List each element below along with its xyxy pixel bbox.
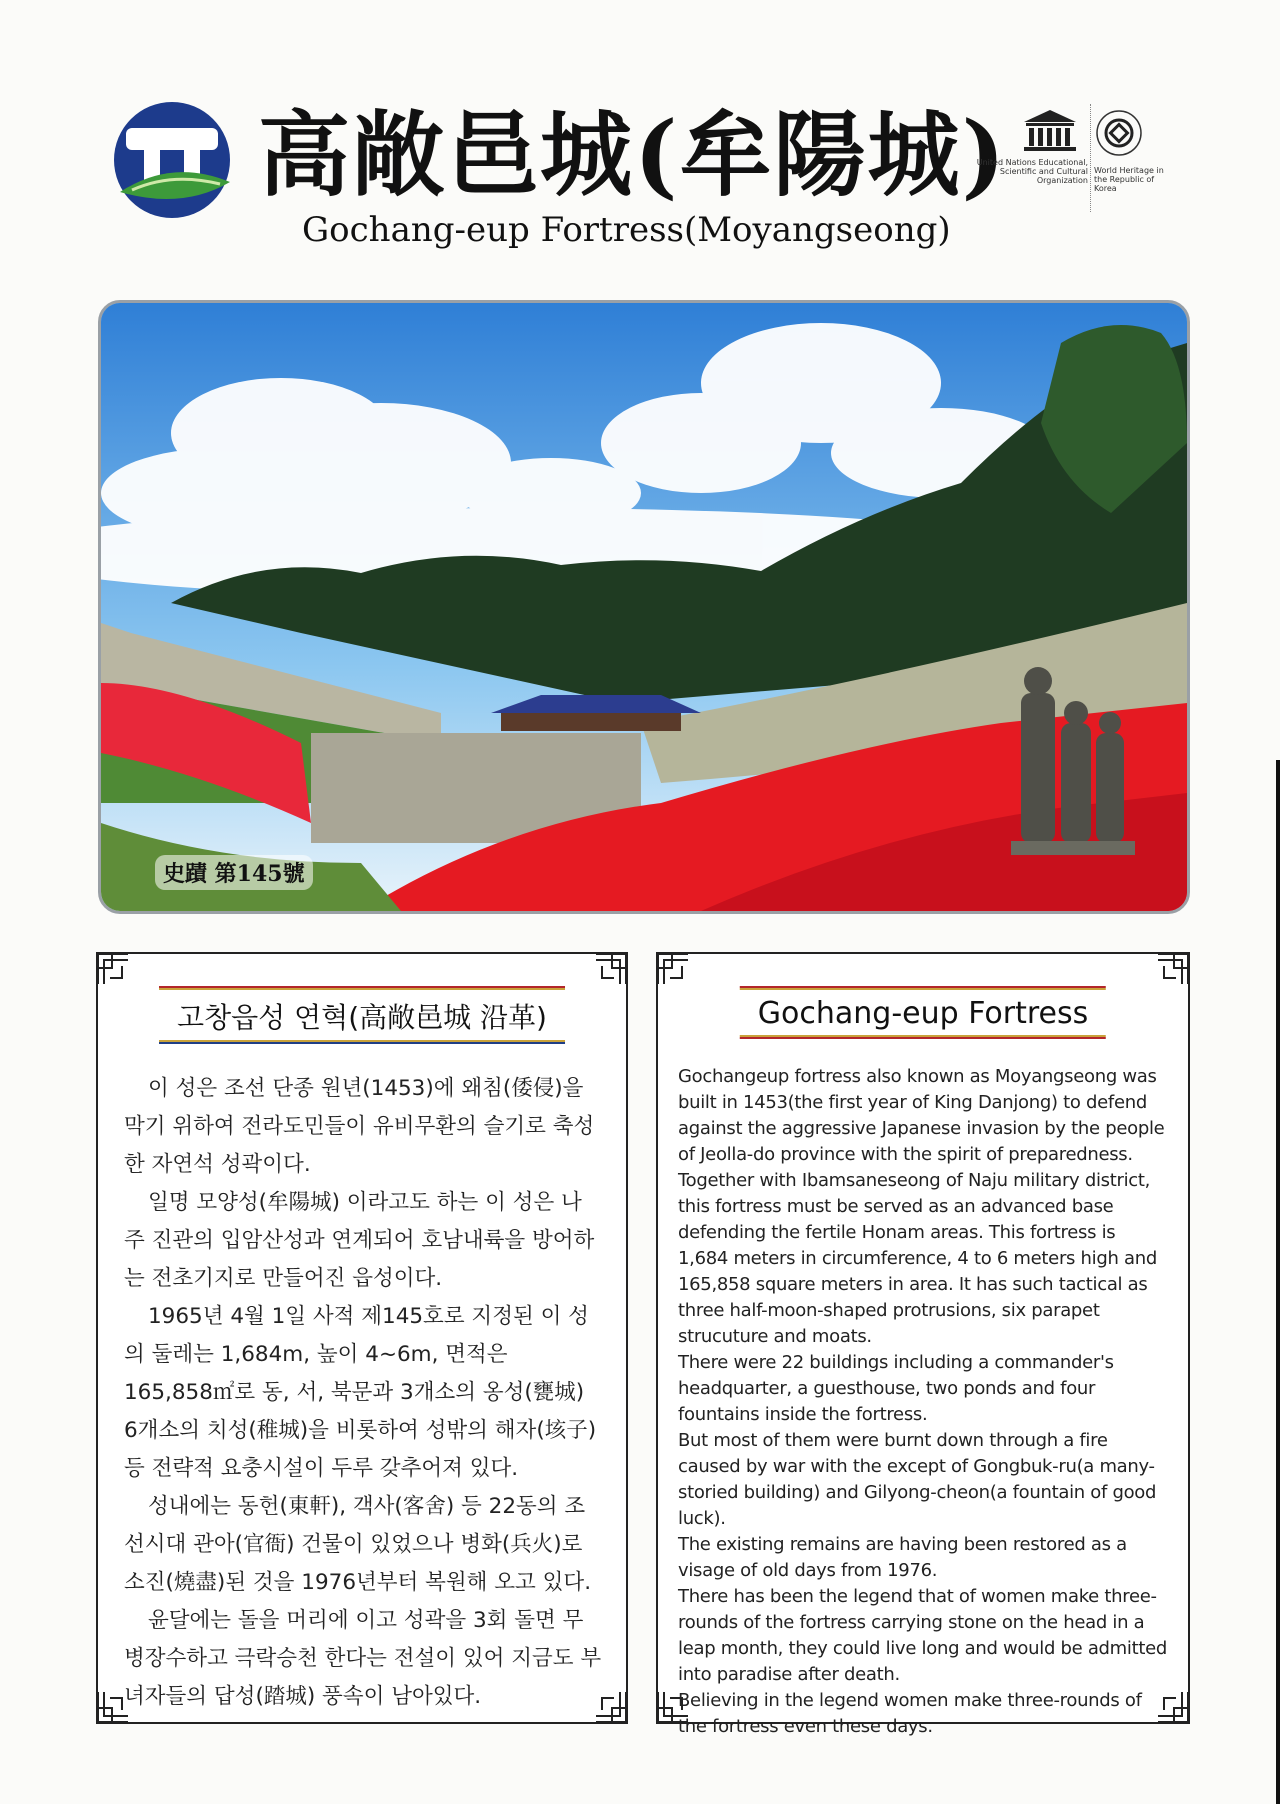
corner-ornament-icon [1156,952,1190,986]
world-heritage-emblem [1094,108,1174,193]
corner-ornament-icon [96,952,130,986]
english-paragraph: Gochangeup fortress also known as Moyangseong was built in 1453(the first year of King Danjong) to defend against the aggressive Japanese invasion by the people of Jeolla-do province with the spirit of preparedness. [678,1066,1165,1165]
unesco-text: United Nations Educational, Scientific and Cultural Organization [976,158,1088,185]
world-heritage-text: World Heritage in the Republic of Korea [1094,166,1164,193]
korean-panel-body [124,1070,602,1716]
english-paragraph: There were 22 buildings including a commander's headquarter, a guesthouse, two ponds and four fountains inside the fortress. [678,1352,1114,1425]
english-paragraph: Together with Ibamsaneseong of Naju military district, this fortress must be served as an advanced base defending the fertile Honam areas. This fortress is 1,684 meters in circumference, 4 to 6 meters high and 165,858 square meters in area. It has such tactical as three half-moon-shaped protrusions, six parapet strucuture and moats. [678,1170,1157,1347]
emblem-divider [1090,104,1091,212]
korean-history-panel [96,952,628,1724]
title-bar-bottom [740,1035,1106,1041]
title-bar-top [159,986,565,992]
corner-ornament-icon [656,952,690,986]
english-panel-title-text: Gochang-eup Fortress [757,996,1089,1031]
korean-paragraph: 이 성은 조선 단종 원년(1453)에 왜침(倭侵)을 막기 위하여 전라도민들이 유비무환의 슬기로 축성한 자연석 성곽이다. [124,1076,595,1177]
title-bar-top [740,986,1106,992]
fortress-photo [98,300,1190,914]
page-subtitle: Gochang-eup Fortress(Moyangseong) [302,210,951,250]
world-heritage-icon [1094,108,1144,158]
english-paragraph: But most of them were burnt down through a fire caused by war with the except of Gongbuk-ru(a many-storied building) and Gilyong-cheon(a fountain of good luck). [678,1430,1157,1529]
korean-paragraph: 윤달에는 돌을 머리에 이고 성곽을 3회 돌면 무병장수하고 극락승천 한다는 전설이 있어 지금도 부녀자들의 답성(踏城) 풍속이 남아있다. [124,1608,602,1709]
unesco-temple-icon [1022,108,1078,154]
english-panel-title [740,986,1106,1041]
english-panel-body [678,1064,1170,1740]
page-title: 高敞邑城(牟陽城) [258,101,1008,209]
korean-panel-title-text: 고창읍성 연혁(高敞邑城 沿革) [177,1001,547,1034]
korean-paragraph: 1965년 4월 1일 사적 제145호로 지정된 이 성의 둘레는 1,684m, 높이 4~6m, 면적은 165,858㎡로 동, 서, 북문과 3개소의 옹성(甕城) 6개소의 치성(稚城)을 비롯하여 성밖의 해자(垓子)등 전략적 요충시설이 두루 갖추어져 있다. [124,1304,597,1481]
korean-paragraph: 일명 모양성(牟陽城) 이라고도 하는 이 성은 나주 진관의 입암산성과 연계되어 호남내륙을 방어하는 전초기지로 만들어진 읍성이다. [124,1190,595,1291]
historic-site-label: 史蹟 第145號 [155,855,313,890]
korean-panel-title [159,986,565,1046]
english-paragraph: The existing remains are having been restored as a visage of old days from 1976. [678,1534,1127,1581]
title-bar-bottom [159,1040,565,1046]
english-paragraph: There has been the legend that of women make three-rounds of the fortress carrying stone on the head in a leap month, they could live long and would be admitted into paradise after death. [678,1586,1168,1685]
english-paragraph: Believing in the legend women make three-rounds of the fortress even these days. [678,1690,1142,1737]
english-history-panel [656,952,1190,1737]
corner-ornament-icon [594,952,628,986]
korean-paragraph: 성내에는 동헌(東軒), 객사(客舍) 등 22동의 조선시대 관아(官衙) 건물이 있었으나 병화(兵火)로 소진(燒盡)된 것을 1976년부터 복원해 오고 있다. [124,1494,592,1595]
page-edge-shadow [1276,760,1280,1804]
gochang-logo-icon [112,100,232,220]
unesco-emblem [968,108,1088,185]
